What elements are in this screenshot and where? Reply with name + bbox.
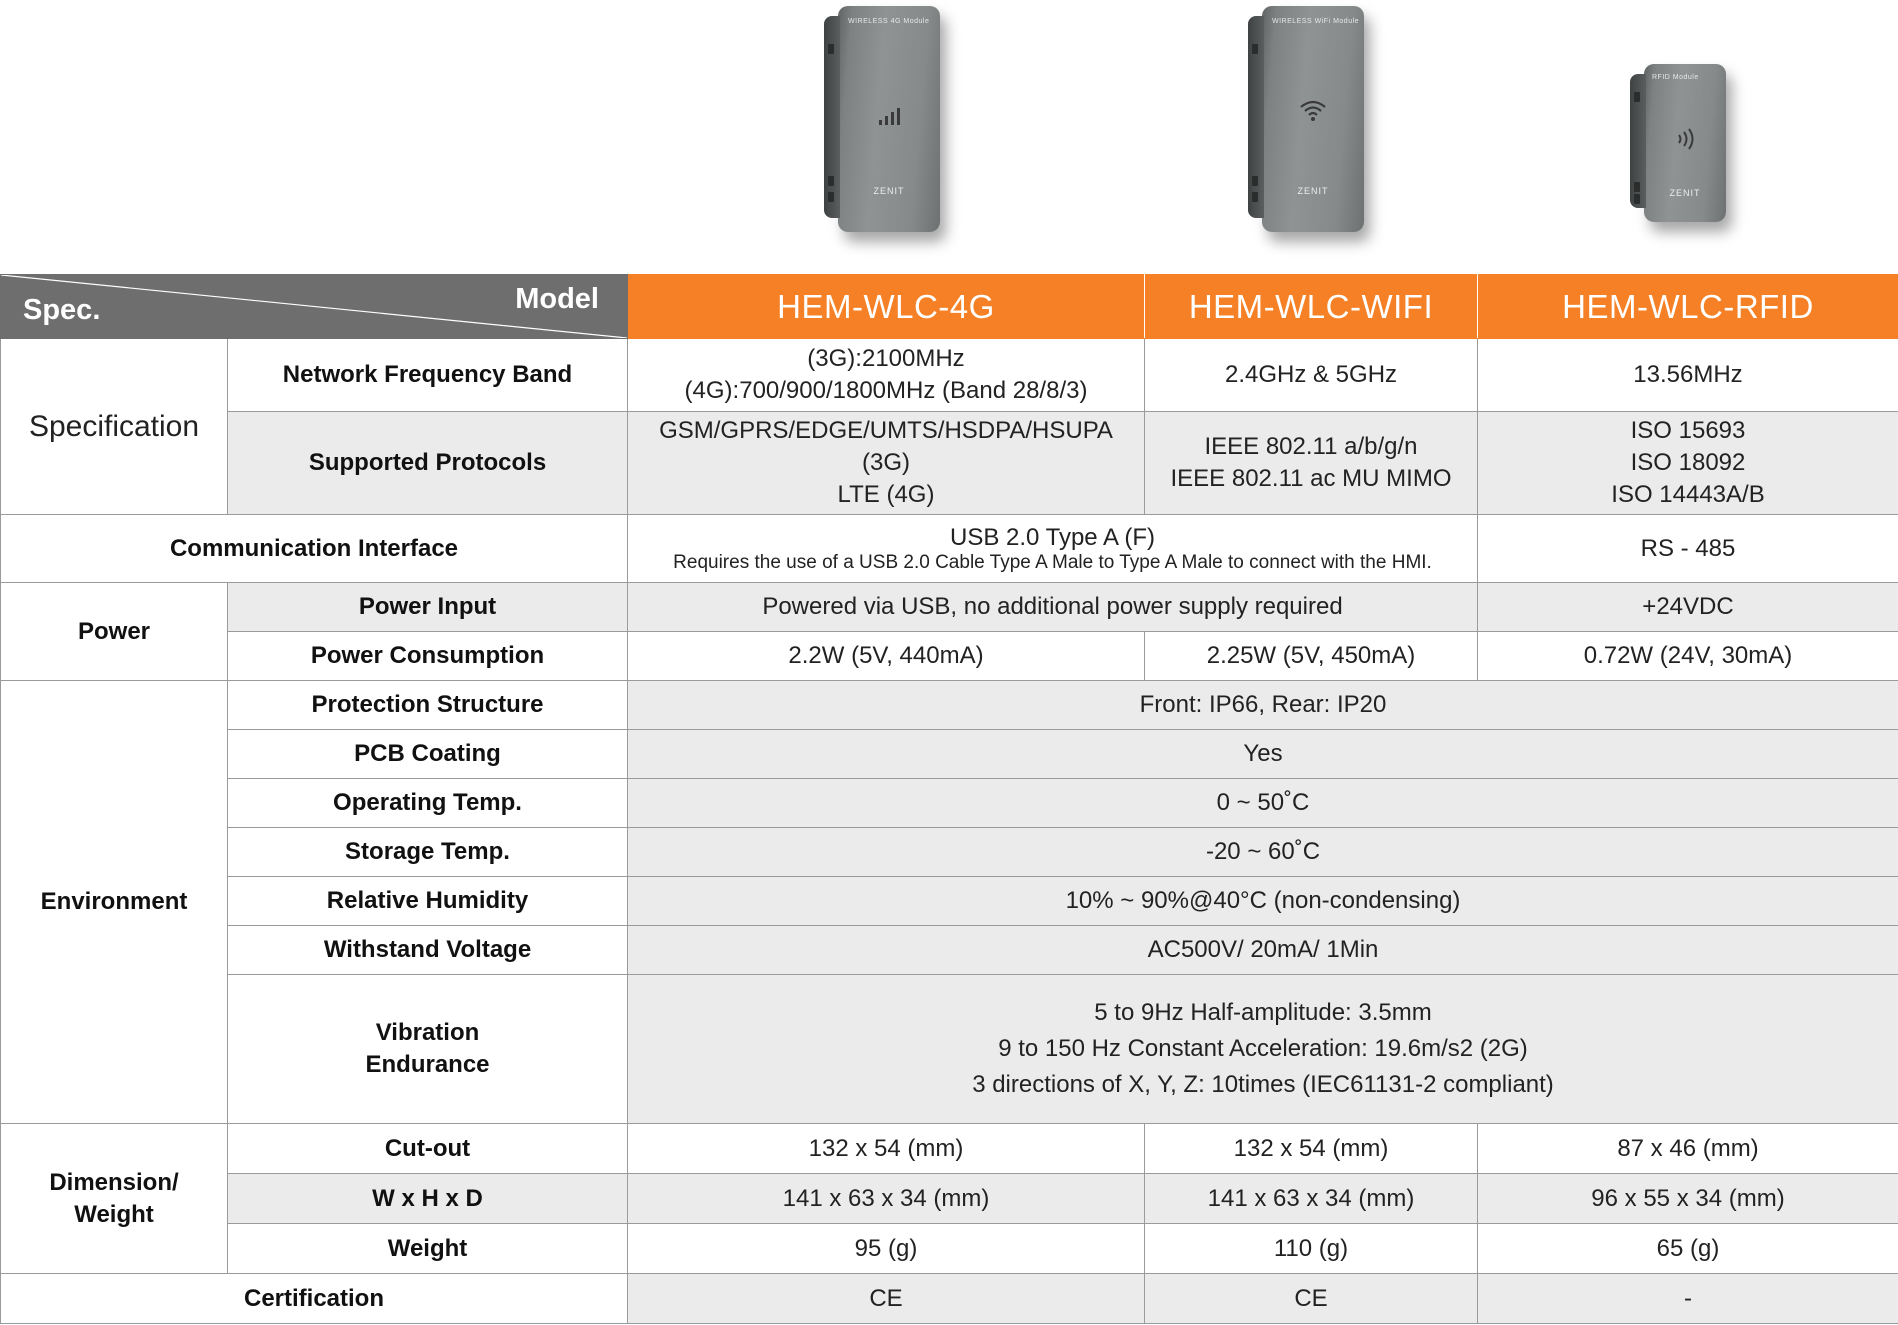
cell-protection: Front: IP66, Rear: IP20	[628, 681, 1898, 730]
cell-humidity: 10% ~ 90%@40°C (non-condensing)	[628, 877, 1898, 926]
cell-vibration	[628, 975, 1898, 1124]
row-label-protocols: Supported Protocols	[228, 412, 628, 515]
row-label-operating-temp: Operating Temp.	[228, 779, 628, 828]
table-row	[1, 975, 1898, 1124]
product-image-wifi	[1262, 6, 1364, 232]
cell-protocols-rfid	[1478, 412, 1898, 515]
product-image-rfid	[1644, 64, 1726, 222]
cell-power-consumption-wifi: 2.25W (5V, 450mA)	[1145, 632, 1478, 681]
label-line: Vibration	[375, 1019, 480, 1046]
product-brand: ZENIT	[1669, 188, 1701, 198]
cell-power-consumption-rfid: 0.72W (24V, 30mA)	[1478, 632, 1898, 681]
cell-withstand-voltage: AC500V/ 20mA/ 1Min	[628, 926, 1898, 975]
cell-line: IEEE 802.11 ac MU MIMO	[1170, 465, 1452, 492]
cell-line: LTE (4G)	[837, 481, 935, 508]
cell-comm-interface-usb	[628, 515, 1478, 583]
product-image-4g	[838, 6, 940, 232]
product-sublabel: 4G Module	[890, 18, 930, 25]
cell-line: (3G):2100MHz	[807, 345, 965, 372]
cell-cutout-rfid: 87 x 46 (mm)	[1478, 1124, 1898, 1174]
table-row	[1, 632, 1898, 681]
group-environment: Environment	[1, 681, 228, 1124]
row-label-cutout: Cut-out	[228, 1124, 628, 1174]
cell-protocols-4g	[628, 412, 1145, 515]
table-row	[1, 1224, 1898, 1274]
cell-pcb-coating: Yes	[628, 730, 1898, 779]
cell-cutout-wifi: 132 x 54 (mm)	[1145, 1124, 1478, 1174]
table-row	[1, 412, 1898, 515]
product-sublabel: WiFi Module	[1314, 18, 1360, 25]
label-line: Dimension/	[49, 1168, 179, 1196]
row-label-humidity: Relative Humidity	[228, 877, 628, 926]
nfc-waves-icon	[1644, 128, 1726, 155]
table-row	[1, 730, 1898, 779]
cell-comm-interface-rfid: RS - 485	[1478, 515, 1898, 583]
table-row	[1, 681, 1898, 730]
cell-whd-wifi: 141 x 63 x 34 (mm)	[1145, 1174, 1478, 1224]
product-sublabel: Module	[1672, 74, 1699, 81]
signal-bars-icon	[838, 106, 940, 131]
cell-power-input-rfid: +24VDC	[1478, 583, 1898, 632]
header-row	[1, 275, 1898, 339]
model-header-wifi: HEM-WLC-WIFI	[1145, 275, 1478, 339]
cell-operating-temp: 0 ~ 50˚C	[628, 779, 1898, 828]
cell-network-band-4g	[628, 339, 1145, 412]
cell-line: GSM/GPRS/EDGE/UMTS/HSDPA/HSUPA (3G)	[659, 417, 1113, 476]
spec-header-label: Spec.	[23, 294, 101, 326]
table-row	[1, 828, 1898, 877]
table-row	[1, 515, 1898, 583]
cell-cutout-4g: 132 x 54 (mm)	[628, 1124, 1145, 1174]
row-label-network-band: Network Frequency Band	[228, 339, 628, 412]
cell-line: ISO 14443A/B	[1611, 481, 1765, 508]
wifi-icon	[1262, 98, 1364, 127]
spec-model-header	[1, 275, 628, 339]
cell-certification-4g: CE	[628, 1274, 1145, 1324]
product-brand: ZENIT	[873, 186, 905, 196]
table-row	[1, 877, 1898, 926]
cell-note: Requires the use of a USB 2.0 Cable Type A Male to Type A Male to connect with the HMI.	[673, 551, 1432, 573]
row-label-storage-temp: Storage Temp.	[228, 828, 628, 877]
table-row	[1, 926, 1898, 975]
cell-line: IEEE 802.11 a/b/g/n	[1204, 433, 1418, 460]
cell-line: USB 2.0 Type A (F)	[950, 523, 1155, 551]
product-brand: ZENIT	[1297, 186, 1329, 196]
cell-protocols-wifi	[1145, 412, 1478, 515]
cell-whd-4g: 141 x 63 x 34 (mm)	[628, 1174, 1145, 1224]
cell-certification-wifi: CE	[1145, 1274, 1478, 1324]
table-row	[1, 1124, 1898, 1174]
cell-line: (4G):700/900/1800MHz (Band 28/8/3)	[684, 377, 1088, 404]
row-label-withstand-voltage: Withstand Voltage	[228, 926, 628, 975]
cell-network-band-wifi: 2.4GHz & 5GHz	[1145, 339, 1478, 412]
row-label-protection: Protection Structure	[228, 681, 628, 730]
cell-line: 9 to 150 Hz Constant Acceleration: 19.6m/s2 (2G)	[998, 1035, 1528, 1062]
product-label: WIRELESS	[1272, 18, 1313, 25]
label-line: Weight	[74, 1200, 154, 1228]
cell-line: ISO 15693	[1630, 417, 1746, 444]
cell-line: 5 to 9Hz Half-amplitude: 3.5mm	[1094, 999, 1432, 1026]
table-row	[1, 583, 1898, 632]
cell-weight-4g: 95 (g)	[628, 1224, 1145, 1274]
row-label-comm-interface: Communication Interface	[1, 515, 628, 583]
spec-table	[0, 274, 1898, 1324]
cell-storage-temp: -20 ~ 60˚C	[628, 828, 1898, 877]
row-label-certification: Certification	[1, 1274, 628, 1324]
row-label-vibration	[228, 975, 628, 1124]
label-line: Endurance	[365, 1051, 490, 1078]
product-label: RFID	[1652, 74, 1671, 81]
cell-power-input-usb: Powered via USB, no additional power supply required	[628, 583, 1478, 632]
row-label-whd: W x H x D	[228, 1174, 628, 1224]
product-label: WIRELESS	[848, 18, 889, 25]
row-label-power-consumption: Power Consumption	[228, 632, 628, 681]
model-header-label: Model	[515, 283, 599, 315]
row-label-power-input: Power Input	[228, 583, 628, 632]
table-row	[1, 339, 1898, 412]
group-dimension-weight	[1, 1124, 228, 1274]
group-power: Power	[1, 583, 228, 681]
table-row	[1, 779, 1898, 828]
cell-power-consumption-4g: 2.2W (5V, 440mA)	[628, 632, 1145, 681]
cell-network-band-rfid: 13.56MHz	[1478, 339, 1898, 412]
model-header-4g: HEM-WLC-4G	[628, 275, 1145, 339]
row-label-pcb-coating: PCB Coating	[228, 730, 628, 779]
cell-line: ISO 18092	[1630, 449, 1746, 476]
cell-weight-rfid: 65 (g)	[1478, 1224, 1898, 1274]
table-row	[1, 1174, 1898, 1224]
table-row	[1, 1274, 1898, 1324]
cell-line: 3 directions of X, Y, Z: 10times (IEC61131-2 compliant)	[972, 1071, 1554, 1098]
cell-whd-rfid: 96 x 55 x 34 (mm)	[1478, 1174, 1898, 1224]
group-specification: Specification	[1, 339, 228, 515]
model-header-rfid: HEM-WLC-RFID	[1478, 275, 1898, 339]
row-label-weight: Weight	[228, 1224, 628, 1274]
cell-weight-wifi: 110 (g)	[1145, 1224, 1478, 1274]
cell-certification-rfid: -	[1478, 1274, 1898, 1324]
